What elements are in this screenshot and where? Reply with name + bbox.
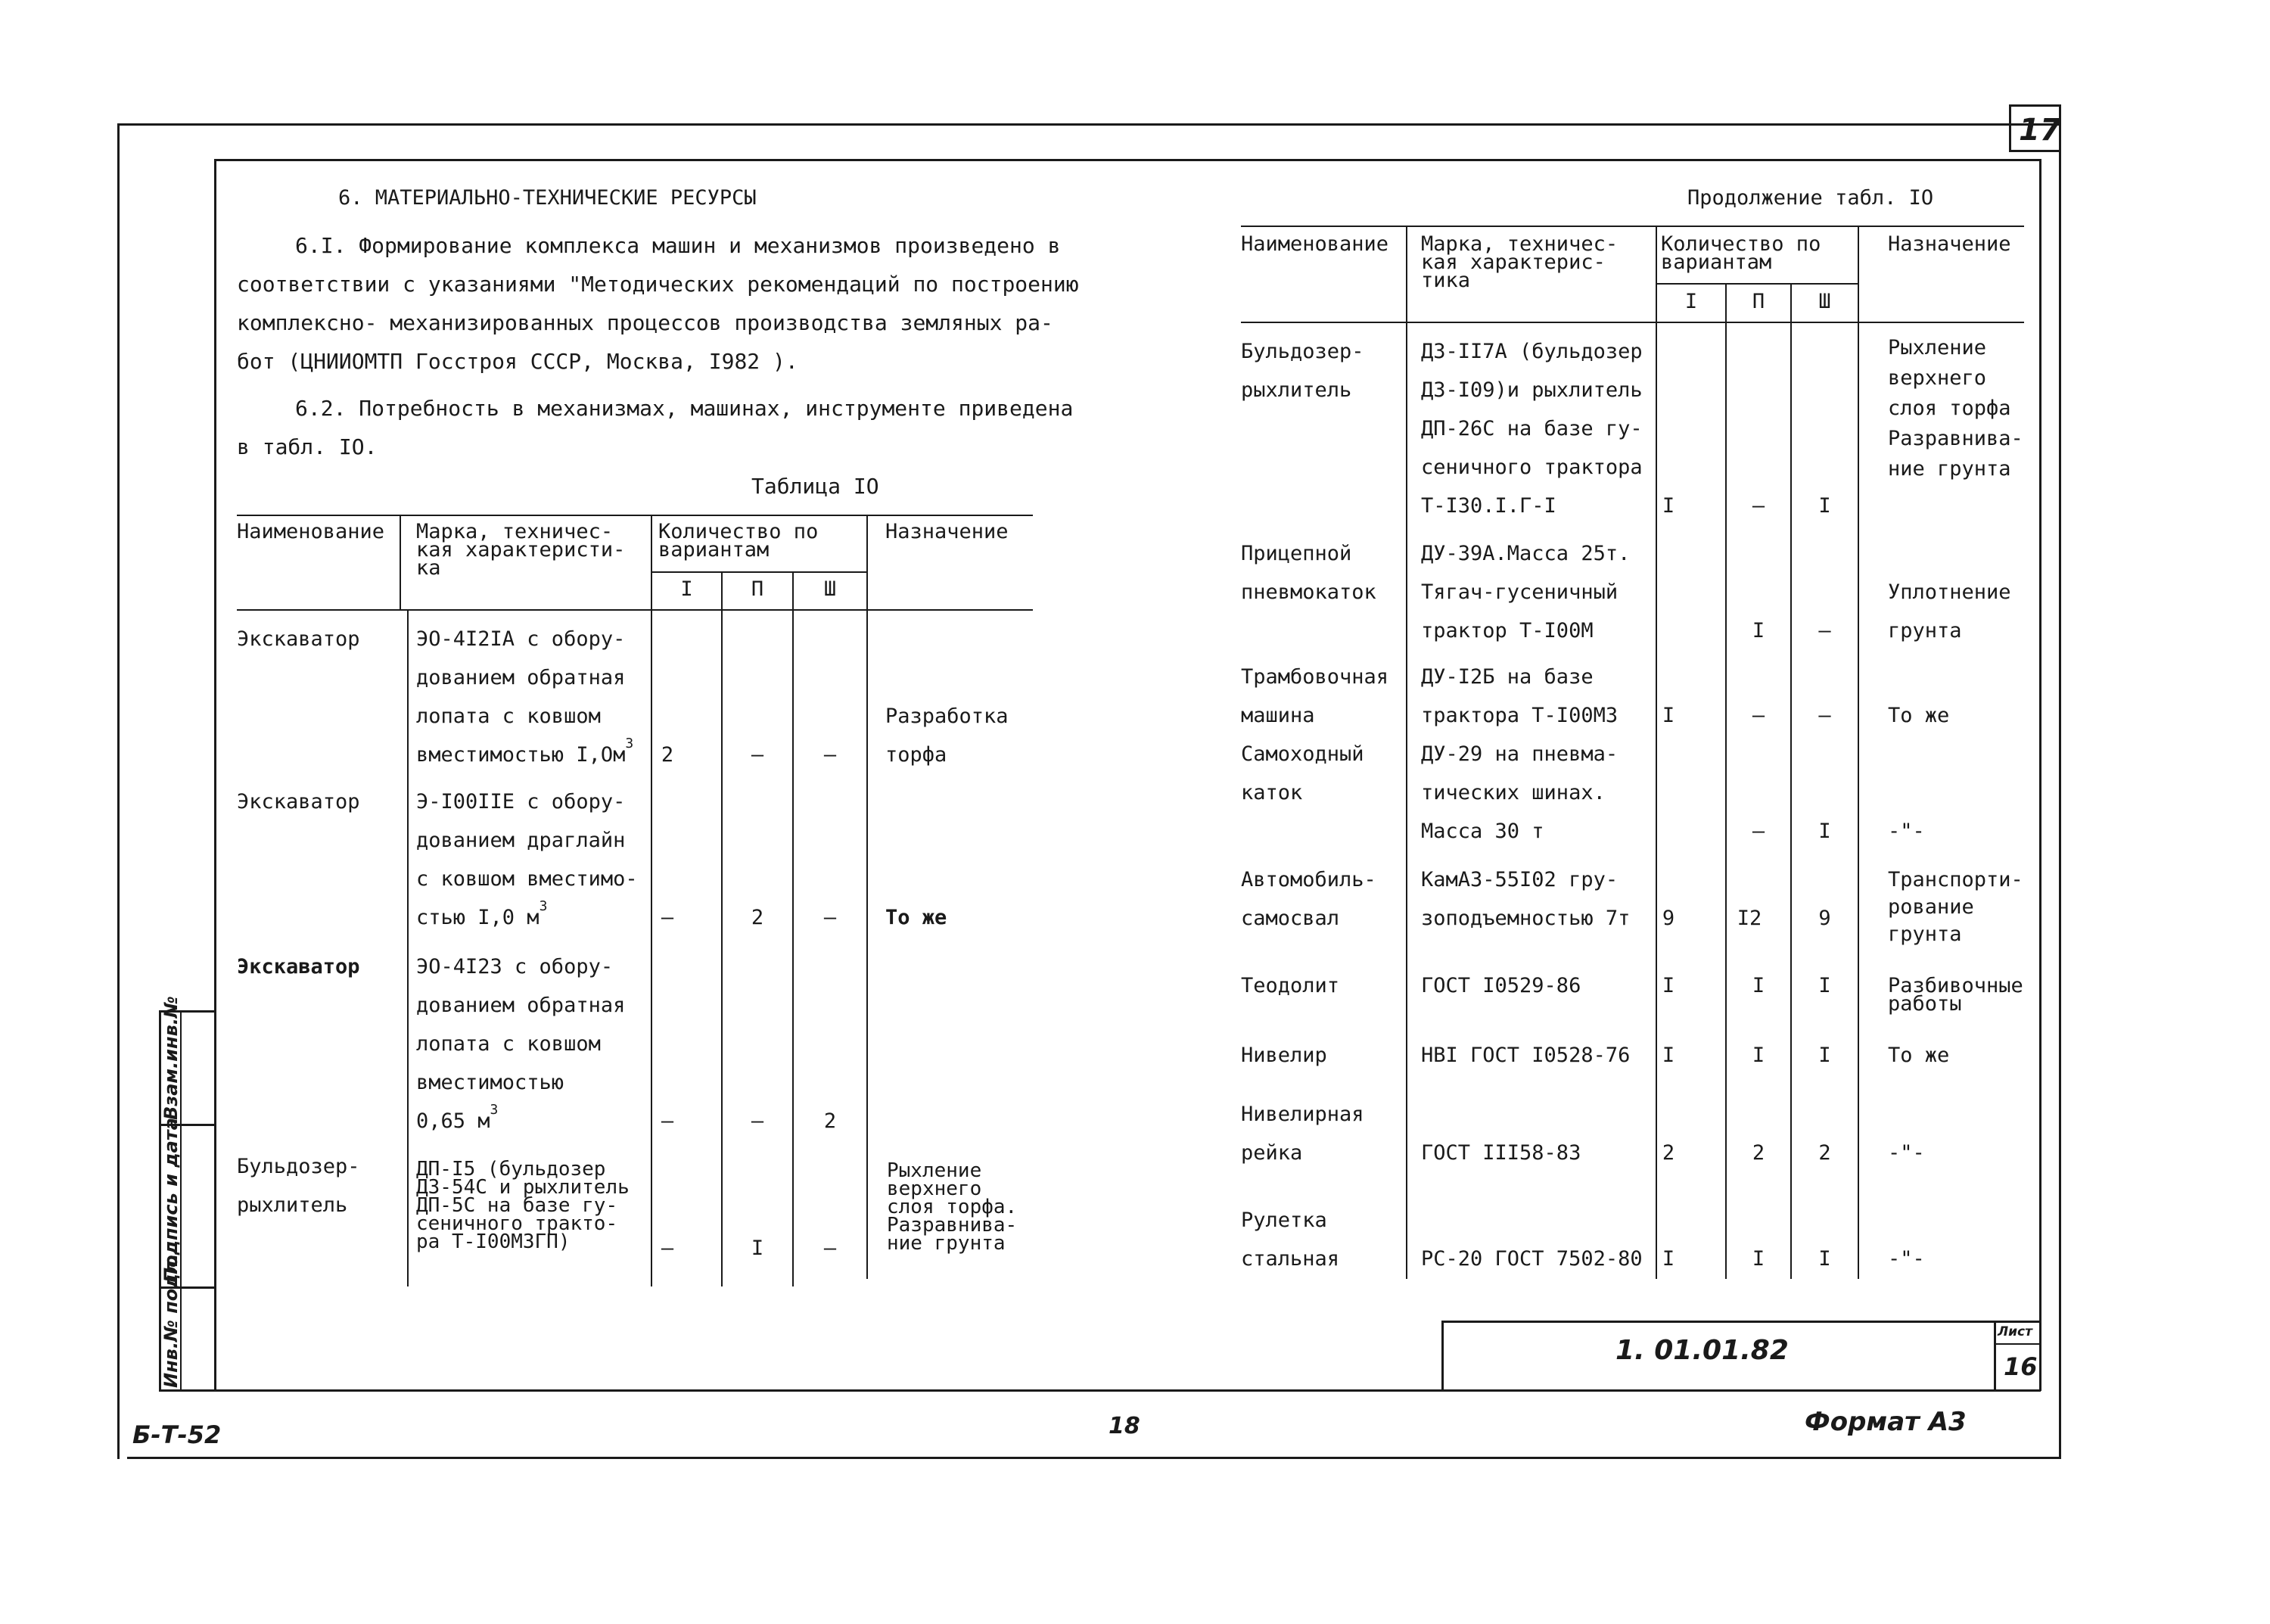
right-row3-name-2: машина <box>1241 704 1315 727</box>
right-row4-mark-2: тических шинах. <box>1421 781 1606 804</box>
right-row1-v3: I <box>1818 494 1831 518</box>
left-header-qty-2: вариантам <box>658 538 770 562</box>
left-row3-mark-4: вместимостью <box>416 1071 564 1094</box>
right-header-mark-1: Марка, техничес- <box>1421 232 1619 256</box>
left-row2-mark-3: с ковшом вместимо- <box>416 867 638 891</box>
left-table-top <box>237 515 1033 516</box>
right-row1-name-2: рыхлитель <box>1241 378 1352 402</box>
right-table-top <box>1241 226 2024 227</box>
left-row4-v2: I <box>751 1237 764 1260</box>
left-row2-v2: 2 <box>751 906 764 929</box>
sheet-number: 16 <box>2004 1352 2038 1381</box>
left-row2-name: Экскаватор <box>237 790 360 814</box>
right-row5-v2: I2 <box>1737 907 1762 930</box>
stamp-sheet-divider <box>1995 1343 2041 1345</box>
right-row5-name-2: самосвал <box>1241 907 1340 930</box>
right-row9-v3: I <box>1818 1247 1831 1271</box>
stamp-code: 1. 01.01.82 <box>1615 1335 1789 1366</box>
outer-frame-right <box>2059 104 2061 1459</box>
right-table-col2 <box>1656 226 1657 1279</box>
right-row1-mark-3: ДП-26С на базе гу- <box>1421 417 1643 440</box>
left-row1-purpose-1: Разработка <box>885 705 1009 728</box>
right-row4-mark-1: ДУ-29 на пневма- <box>1421 742 1619 766</box>
left-header-qty-1: Количество по <box>658 520 819 543</box>
left-row2-mark-4-text: стью I,0 м <box>416 906 540 929</box>
right-row2-v3: – <box>1818 619 1831 642</box>
right-row3-v2: – <box>1752 704 1765 727</box>
left-row4-name-2: рыхлитель <box>237 1193 348 1217</box>
right-row1-v2: – <box>1752 494 1765 518</box>
left-row4-purpose-4: Разравнива- <box>887 1214 1018 1237</box>
left-header-v3: Ш <box>823 577 837 601</box>
left-header-name: Наименование <box>237 520 385 543</box>
right-row5-purpose-1: Транспорти- <box>1888 868 2023 891</box>
left-row4-purpose-3: слоя торфа. <box>887 1196 1018 1218</box>
left-header-mark-3: ка <box>416 556 441 580</box>
left-row2-v3: – <box>823 906 837 929</box>
left-table-col1-body <box>407 609 409 1286</box>
right-row4-purpose-1: -"- <box>1888 820 1925 843</box>
corner-box-bottom <box>2009 150 2060 152</box>
left-row4-purpose-2: верхнего <box>887 1178 982 1200</box>
section-title: 6. МАТЕРИАЛЬНО-ТЕХНИЧЕСКИЕ РЕСУРСЫ <box>338 186 757 210</box>
left-row4-name-1: Бульдозер- <box>237 1155 360 1178</box>
right-row5-v1: 9 <box>1662 907 1675 930</box>
right-row1-purpose-4: Разравнива- <box>1888 427 2023 450</box>
right-row1-mark-5: Т-I30.I.Г-I <box>1421 494 1556 518</box>
right-row4-v3: I <box>1818 820 1831 843</box>
right-row4-name-1: Самоходный <box>1241 742 1364 766</box>
right-row6-v1: I <box>1662 974 1675 997</box>
left-row4-mark-2: ДЗ-54С и рыхлитель <box>416 1176 630 1199</box>
table-caption: Таблица IO <box>751 474 879 499</box>
right-row7-mark-1: НВI ГОСТ I0528-76 <box>1421 1044 1631 1067</box>
right-row8-v3: 2 <box>1818 1141 1831 1165</box>
right-row6-v2: I <box>1752 974 1765 997</box>
right-row1-purpose-5: ние грунта <box>1888 457 2011 481</box>
left-row2-mark-2: дованием драглайн <box>416 829 626 852</box>
right-row2-mark-2: Тягач-гусеничный <box>1421 580 1619 604</box>
right-row9-purpose-1: -"- <box>1888 1247 1925 1271</box>
corner-box-top <box>2009 104 2060 107</box>
right-row9-mark-1: РС-20 ГОСТ 7502-80 <box>1421 1247 1643 1271</box>
inner-frame-left <box>214 159 216 1391</box>
stamp-left <box>1441 1321 1444 1391</box>
right-row6-name-1: Теодолит <box>1241 974 1340 997</box>
right-row3-purpose-1: То же <box>1888 704 1950 727</box>
left-row1-mark-3: лопата с ковшом <box>416 705 601 728</box>
left-row3-mark-1: ЭО-4I23 с обору- <box>416 955 614 978</box>
paragraph-1-line-2: соответствии с указаниями "Методических рекомендаций по построению <box>237 272 1079 297</box>
right-row2-v2: I <box>1752 619 1765 642</box>
left-row2-mark-1: Э-I00IIЕ с обору- <box>416 790 626 814</box>
right-row1-purpose-1: Рыхление <box>1888 336 1987 359</box>
right-row2-purpose-1: Уплотнение <box>1888 580 2011 604</box>
right-header-v3: Ш <box>1818 290 1831 313</box>
right-row1-name-1: Бульдозер- <box>1241 340 1364 363</box>
right-table-col4 <box>1790 285 1792 1279</box>
left-row4-v3: – <box>823 1237 837 1260</box>
left-row4-v1: – <box>661 1237 674 1260</box>
right-row8-name-1: Нивелирная <box>1241 1103 1364 1126</box>
right-header-qty-2: вариантам <box>1661 250 1772 274</box>
format-label: Формат А3 <box>1805 1407 1967 1437</box>
right-row5-purpose-2: рование <box>1888 895 1974 919</box>
left-row3-sup: 3 <box>490 1102 499 1118</box>
right-row1-mark-1: ДЗ-II7А (бульдозер <box>1421 340 1643 363</box>
right-row9-name-2: стальная <box>1241 1247 1340 1271</box>
right-row6-purpose-2: работы <box>1888 992 1962 1016</box>
left-header-purpose: Назначение <box>885 520 1009 543</box>
left-row4-mark-3: ДП-5С на базе гу- <box>416 1194 618 1217</box>
left-row4-mark-4: сеничного тракто- <box>416 1212 618 1235</box>
bottom-page-number: 18 <box>1109 1413 1140 1439</box>
side-stamp-text-1: Инв.№ подл. <box>160 1253 182 1388</box>
right-row8-name-2: рейка <box>1241 1141 1303 1165</box>
left-row3-mark-2: дованием обратная <box>416 994 626 1017</box>
right-row3-v1: I <box>1662 704 1675 727</box>
right-row1-mark-4: сеничного трактора <box>1421 456 1643 479</box>
right-row4-v2: – <box>1752 820 1765 843</box>
right-row9-v2: I <box>1752 1247 1765 1271</box>
left-row4-mark-1: ДП-I5 (бульдозер <box>416 1158 606 1181</box>
left-row4-mark-5: ра Т-I00МЗГП) <box>416 1230 571 1253</box>
left-row1-mark-4 <box>416 736 633 774</box>
right-row7-v3: I <box>1818 1044 1831 1067</box>
right-row2-purpose-2: грунта <box>1888 619 1962 642</box>
left-row1-mark-2: дованием обратная <box>416 666 626 689</box>
left-code: Б-Т-52 <box>132 1420 222 1449</box>
right-row6-mark-1: ГОСТ I0529-86 <box>1421 974 1581 997</box>
right-row4-mark-3: Масса 30 т <box>1421 820 1544 843</box>
left-row2-purpose-1: То же <box>885 906 947 929</box>
right-row8-v1: 2 <box>1662 1141 1675 1165</box>
left-row3-v1: – <box>661 1109 674 1133</box>
right-row1-mark-2: ДЗ-I09)и рыхлитель <box>1421 378 1643 402</box>
left-table-qty-sub <box>652 571 866 573</box>
corner-box-left <box>2009 104 2011 151</box>
left-header-mark-1: Марка, техничес- <box>416 520 614 543</box>
left-row4-purpose-5: ние грунта <box>887 1232 1006 1255</box>
left-row3-name: Экскаватор <box>237 955 360 978</box>
corner-number: 17 <box>2019 113 2061 148</box>
left-row3-mark-5 <box>416 1103 498 1140</box>
right-table-header-bottom <box>1241 322 2024 323</box>
right-header-mark-3: тика <box>1421 269 1471 292</box>
left-row2-v1: – <box>661 906 674 929</box>
right-header-name: Наименование <box>1241 232 1389 256</box>
right-row3-mark-1: ДУ-I2Б на базе <box>1421 665 1594 689</box>
left-row1-name: Экскаватор <box>237 627 360 651</box>
left-header-mark-2: кая характеристи- <box>416 538 626 562</box>
right-row6-purpose-1: Разбивочные <box>1888 974 2023 997</box>
paragraph-1-line-4: бот (ЦНИИОМТП Госстроя СССР, Москва, I982 ). <box>237 349 798 374</box>
right-header-v1: I <box>1684 290 1698 313</box>
left-row1-mark-1: ЭО-4I2IА с обору- <box>416 627 626 651</box>
paragraph-1-line-1: 6.I. Формирование комплекса машин и механизмов произведено в <box>295 233 1061 258</box>
outer-frame-bottom <box>127 1457 2060 1459</box>
left-row1-mark-4-text: вместимостью I,Ом <box>416 743 626 767</box>
right-row2-mark-1: ДУ-39А.Масса 25т. <box>1421 542 1631 565</box>
left-row1-sup: 3 <box>625 736 634 751</box>
left-row1-v1: 2 <box>661 743 674 767</box>
left-row1-purpose-2: торфа <box>885 743 947 767</box>
right-row7-v1: I <box>1662 1044 1675 1067</box>
stamp-divider <box>1994 1321 1996 1391</box>
right-row3-mark-2: трактора Т-I00МЗ <box>1421 704 1619 727</box>
inner-frame-top <box>214 159 2041 161</box>
left-row2-sup: 3 <box>539 898 548 914</box>
left-row1-v2: – <box>751 743 764 767</box>
right-header-v2: П <box>1752 290 1765 313</box>
inner-frame-right <box>2039 159 2041 1391</box>
left-row3-v2: – <box>751 1109 764 1133</box>
right-row1-v1: I <box>1662 494 1675 518</box>
right-row8-purpose-1: -"- <box>1888 1141 1925 1165</box>
inner-frame-bottom <box>159 1389 2041 1392</box>
right-row2-name-1: Прицепной <box>1241 542 1352 565</box>
side-stamp-text-3: Взам.инв.№ <box>160 996 182 1120</box>
right-header-purpose: Назначение <box>1888 232 2011 256</box>
right-row3-v3: – <box>1818 704 1831 727</box>
outer-frame-top <box>117 123 2060 126</box>
paragraph-2-line-1: 6.2. Потребность в механизмах, машинах, инструменте приведена <box>295 396 1074 421</box>
right-header-qty-1: Количество по <box>1661 232 1821 256</box>
right-row7-v2: I <box>1752 1044 1765 1067</box>
left-row3-v3: 2 <box>823 1109 837 1133</box>
side-stamp-text-2: Подпись и дата <box>160 1118 182 1283</box>
stamp-top <box>1441 1321 2041 1323</box>
right-row7-name-1: Нивелир <box>1241 1044 1327 1067</box>
paragraph-2-line-2: в табл. IO. <box>237 434 378 459</box>
right-row1-purpose-2: верхнего <box>1888 366 1987 390</box>
right-row9-name-1: Рулетка <box>1241 1209 1327 1232</box>
paragraph-1-line-3: комплексно- механизированных процессов производства земляных ра- <box>237 310 1053 335</box>
outer-frame-left <box>117 123 120 1459</box>
right-row9-v1: I <box>1662 1247 1675 1271</box>
left-row3-mark-5-text: 0,65 м <box>416 1109 490 1133</box>
sheet-label: Лист <box>1998 1324 2032 1339</box>
left-table-col5 <box>866 515 868 1279</box>
right-row5-name-1: Автомобиль- <box>1241 868 1376 891</box>
right-row5-mark-1: КамАЗ-55I02 гру- <box>1421 868 1619 891</box>
right-row2-name-2: пневмокаток <box>1241 580 1376 604</box>
right-row5-purpose-3: грунта <box>1888 922 1962 946</box>
right-row5-v3: 9 <box>1818 907 1831 930</box>
right-table-col5 <box>1858 226 1859 1279</box>
right-row5-mark-2: зоподъемностью 7т <box>1421 907 1631 930</box>
left-header-v2: П <box>751 577 764 601</box>
right-table-qty-sub <box>1657 283 1858 285</box>
left-table-header-bottom <box>237 609 1033 611</box>
left-row3-mark-3: лопата с ковшом <box>416 1032 601 1056</box>
left-row1-v3: – <box>823 743 837 767</box>
right-table-col1 <box>1406 226 1407 1279</box>
right-row8-v2: 2 <box>1752 1141 1765 1165</box>
left-row2-mark-4 <box>416 899 547 937</box>
right-row7-purpose-1: То же <box>1888 1044 1950 1067</box>
left-row4-purpose-1: Рыхление <box>887 1159 982 1182</box>
right-row1-purpose-3: слоя торфа <box>1888 397 2011 420</box>
right-row2-mark-3: трактор Т-I00М <box>1421 619 1594 642</box>
right-row4-name-2: каток <box>1241 781 1303 804</box>
right-row3-name-1: Трамбовочная <box>1241 665 1389 689</box>
right-row8-mark-1: ГОСТ III58-83 <box>1421 1141 1581 1165</box>
right-row6-v3: I <box>1818 974 1831 997</box>
right-table-col3 <box>1725 285 1727 1279</box>
left-header-v1: I <box>680 577 693 601</box>
right-header-mark-2: кая характерис- <box>1421 250 1606 274</box>
continuation-title: Продолжение табл. IO <box>1687 186 1934 210</box>
left-table-col1 <box>400 515 401 609</box>
